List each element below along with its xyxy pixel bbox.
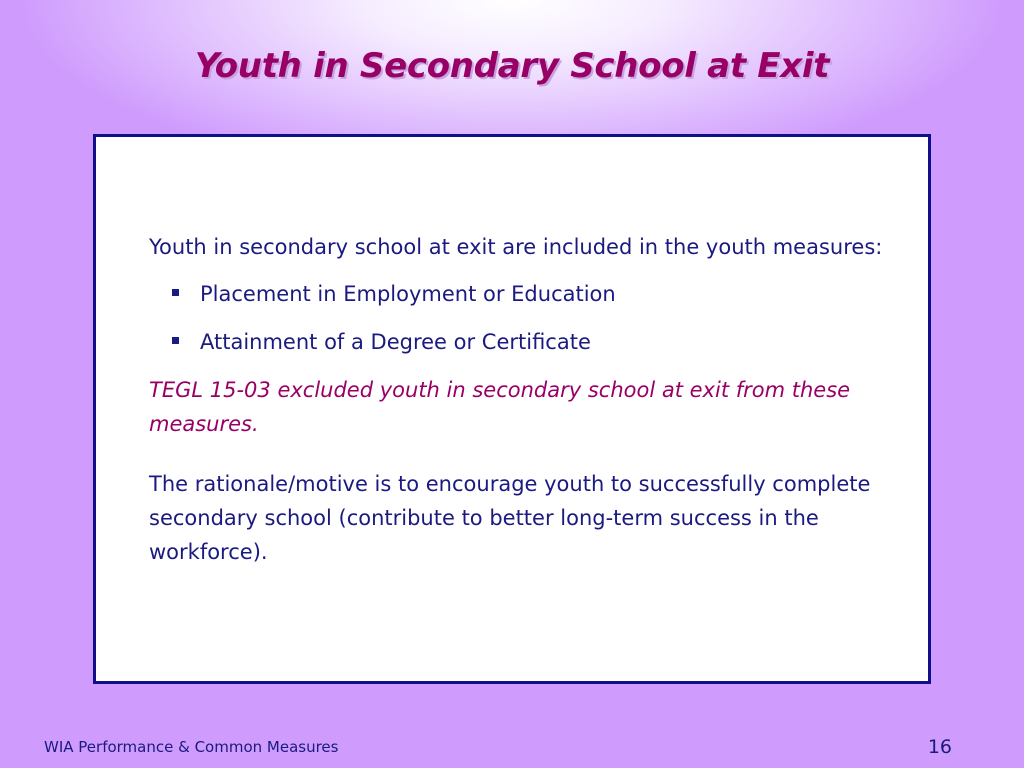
note-text: TEGL 15-03 excluded youth in secondary school at exit from these measures. (149, 378, 851, 436)
bullet-list (149, 277, 899, 359)
content-box (93, 134, 931, 684)
slide-title: Youth in Secondary School at Exit (194, 46, 830, 86)
footer-title: WIA Performance & Common Measures (44, 738, 339, 756)
bullet-item (149, 277, 899, 311)
square-bullet-icon (172, 337, 179, 344)
bullet-label: Attainment of a Degree or Certificate (200, 330, 591, 354)
square-bullet-icon (172, 289, 179, 296)
page-number: 16 (927, 736, 952, 758)
rationale-text: The rationale/motive is to encourage youth to successfully complete secondary school (contribute to better long-term success in the workforce). (149, 472, 871, 564)
bullet-item (149, 325, 899, 359)
intro-text: Youth in secondary school at exit are included in the youth measures: (149, 235, 883, 259)
bullet-label: Placement in Employment or Education (200, 282, 616, 306)
content-body (149, 230, 899, 569)
